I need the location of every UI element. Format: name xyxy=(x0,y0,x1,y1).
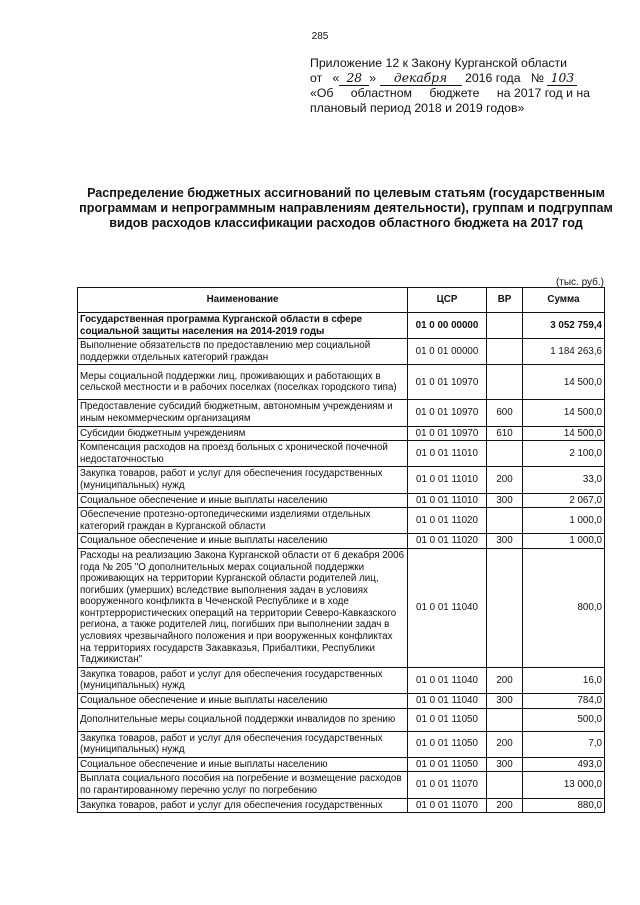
table-row xyxy=(78,694,605,709)
cell-sum: 7,0 xyxy=(523,731,605,757)
table-row xyxy=(78,365,605,400)
table-row xyxy=(78,534,605,549)
table-row xyxy=(78,313,605,339)
table-row xyxy=(78,467,605,493)
cell-sum: 2 100,0 xyxy=(523,441,605,467)
cell-name: Закупка товаров, работ и услуг для обеспечения государственных xyxy=(78,798,408,813)
cell-sum: 14 500,0 xyxy=(523,426,605,441)
cell-name: Расходы на реализацию Закона Курганской области от 6 декабря 2006 года № 205 "О дополнительных мерах социальной поддержки проживающих на территории Курганской области родителей лиц, погибших (умерших) вследствие выполнения задач в условиях вооруженного конфликта в Чеченской Республике и в ходе контртеррористических операций на территории Северо-Кавказского региона, а также родителей лиц, погибших при выполнении задач в условиях чрезвычайного положения и при вооруженных конфликтах на территориях государств Закавказья, Прибалтики, Республики Таджикистан" xyxy=(78,548,408,667)
cell-sum: 33,0 xyxy=(523,467,605,493)
header-sum: Сумма xyxy=(523,288,605,313)
cell-sum: 1 000,0 xyxy=(523,534,605,549)
appendix-ot: от xyxy=(310,71,323,85)
cell-vr xyxy=(487,708,523,731)
cell-sum: 2 067,0 xyxy=(523,493,605,508)
cell-vr: 300 xyxy=(487,757,523,772)
cell-csr: 01 0 01 11020 xyxy=(408,534,487,549)
cell-csr: 01 0 01 11050 xyxy=(408,708,487,731)
cell-csr: 01 0 01 11010 xyxy=(408,441,487,467)
table-row xyxy=(78,667,605,693)
cell-name: Выполнение обязательств по предоставлению мер социальной поддержки отдельных категорий граждан xyxy=(78,339,408,365)
cell-vr: 200 xyxy=(487,467,523,493)
document-title: Распределение бюджетных ассигнований по целевым статьям (государственным программам и непрограммным направлениям деятельности), группам и подгруппам видов расходов классификации расходов областного бюджета на 2017 год xyxy=(79,186,613,230)
cell-sum: 13 000,0 xyxy=(523,772,605,798)
budget-table xyxy=(77,287,605,813)
header-csr: ЦСР xyxy=(408,288,487,313)
table-row xyxy=(78,339,605,365)
table-row xyxy=(78,426,605,441)
cell-vr: 300 xyxy=(487,534,523,549)
appendix-quote-open: « xyxy=(332,71,340,85)
cell-sum: 880,0 xyxy=(523,798,605,813)
table-row xyxy=(78,441,605,467)
appendix-line-3 xyxy=(310,86,590,101)
cell-csr: 01 0 01 10970 xyxy=(408,426,487,441)
cell-csr: 01 0 01 10970 xyxy=(408,365,487,400)
cell-vr: 200 xyxy=(487,798,523,813)
cell-csr: 01 0 01 11010 xyxy=(408,467,487,493)
cell-name: Закупка товаров, работ и услуг для обеспечения государственных (муниципальных) нужд xyxy=(78,667,408,693)
table-row xyxy=(78,798,605,813)
cell-csr: 01 0 01 11010 xyxy=(408,493,487,508)
cell-csr: 01 0 00 00000 xyxy=(408,313,487,339)
cell-sum: 14 500,0 xyxy=(523,365,605,400)
cell-name: Компенсация расходов на проезд больных с хронической почечной недостаточностью xyxy=(78,441,408,467)
table-row xyxy=(78,493,605,508)
appendix-word: бюджете xyxy=(429,86,480,100)
cell-csr: 01 0 01 11040 xyxy=(408,667,487,693)
appendix-line-4: плановый период 2018 и 2019 годов» xyxy=(310,101,525,115)
cell-csr: 01 0 01 11020 xyxy=(408,508,487,534)
cell-vr xyxy=(487,441,523,467)
cell-name: Закупка товаров, работ и услуг для обеспечения государственных (муниципальных) нужд xyxy=(78,467,408,493)
cell-vr: 200 xyxy=(487,731,523,757)
cell-name: Социальное обеспечение и иные выплаты населению xyxy=(78,694,408,709)
appendix-block xyxy=(310,56,610,116)
header-name: Наименование xyxy=(78,288,408,313)
cell-sum: 500,0 xyxy=(523,708,605,731)
cell-csr: 01 0 01 10970 xyxy=(408,400,487,426)
cell-csr: 01 0 01 11050 xyxy=(408,731,487,757)
cell-name: Социальное обеспечение и иные выплаты населению xyxy=(78,757,408,772)
cell-name: Дополнительные меры социальной поддержки инвалидов по зрению xyxy=(78,708,408,731)
table-row xyxy=(78,548,605,667)
cell-vr: 300 xyxy=(487,493,523,508)
cell-name: Обеспечение протезно-ортопедическими изделиями отдельных категорий граждан в Курганской области xyxy=(78,508,408,534)
cell-sum: 784,0 xyxy=(523,694,605,709)
cell-vr: 300 xyxy=(487,694,523,709)
appendix-word: на 2017 год и на xyxy=(496,86,590,100)
cell-csr: 01 0 01 11070 xyxy=(408,798,487,813)
page-number: 285 xyxy=(311,31,329,42)
appendix-day: 28 xyxy=(339,72,369,86)
appendix-year: 2016 года xyxy=(464,71,521,85)
cell-name: Субсидии бюджетным учреждениям xyxy=(78,426,408,441)
cell-vr xyxy=(487,365,523,400)
table-header-row xyxy=(78,288,605,313)
appendix-line-1: Приложение 12 к Закону Курганской области xyxy=(310,56,568,70)
cell-sum: 14 500,0 xyxy=(523,400,605,426)
cell-csr: 01 0 01 11050 xyxy=(408,757,487,772)
cell-name: Социальное обеспечение и иные выплаты населению xyxy=(78,493,408,508)
appendix-word: областном xyxy=(350,86,413,100)
cell-name: Меры социальной поддержки лиц, проживающих и работающих в сельской местности и в рабочих поселках (поселках городского типа) xyxy=(78,365,408,400)
cell-name: Предоставление субсидий бюджетным, автономным учреждениям и иным некоммерческим организациям xyxy=(78,400,408,426)
cell-vr xyxy=(487,313,523,339)
cell-sum: 1 000,0 xyxy=(523,508,605,534)
cell-vr xyxy=(487,772,523,798)
cell-vr: 610 xyxy=(487,426,523,441)
cell-csr: 01 0 01 11040 xyxy=(408,694,487,709)
table-row xyxy=(78,708,605,731)
table-row xyxy=(78,400,605,426)
cell-vr: 600 xyxy=(487,400,523,426)
appendix-quote-close: » xyxy=(369,71,377,85)
cell-csr: 01 0 01 00000 xyxy=(408,339,487,365)
appendix-number-sign: № xyxy=(530,71,545,85)
appendix-word: «Об xyxy=(310,86,334,100)
cell-vr: 200 xyxy=(487,667,523,693)
table-row xyxy=(78,772,605,798)
cell-csr: 01 0 01 11040 xyxy=(408,548,487,667)
table-row xyxy=(78,731,605,757)
cell-sum: 3 052 759,4 xyxy=(523,313,605,339)
cell-sum: 16,0 xyxy=(523,667,605,693)
cell-name: Социальное обеспечение и иные выплаты населению xyxy=(78,534,408,549)
appendix-line-2 xyxy=(310,71,610,86)
cell-name: Закупка товаров, работ и услуг для обеспечения государственных (муниципальных) нужд xyxy=(78,731,408,757)
header-vr: ВР xyxy=(487,288,523,313)
units-label: (тыс. руб.) xyxy=(555,277,604,288)
cell-sum: 493,0 xyxy=(523,757,605,772)
cell-name: Государственная программа Курганской области в сфере социальной защиты населения на 2014-2019 годы xyxy=(78,313,408,339)
cell-sum: 1 184 263,6 xyxy=(523,339,605,365)
cell-vr xyxy=(487,339,523,365)
cell-name: Выплата социального пособия на погребение и возмещение расходов по гарантированному перечню услуг по погребению xyxy=(78,772,408,798)
table-row xyxy=(78,757,605,772)
cell-vr xyxy=(487,508,523,534)
cell-sum: 800,0 xyxy=(523,548,605,667)
appendix-month: декабря xyxy=(380,72,462,86)
cell-vr xyxy=(487,548,523,667)
table-row xyxy=(78,508,605,534)
cell-csr: 01 0 01 11070 xyxy=(408,772,487,798)
appendix-number: 103 xyxy=(547,72,577,86)
